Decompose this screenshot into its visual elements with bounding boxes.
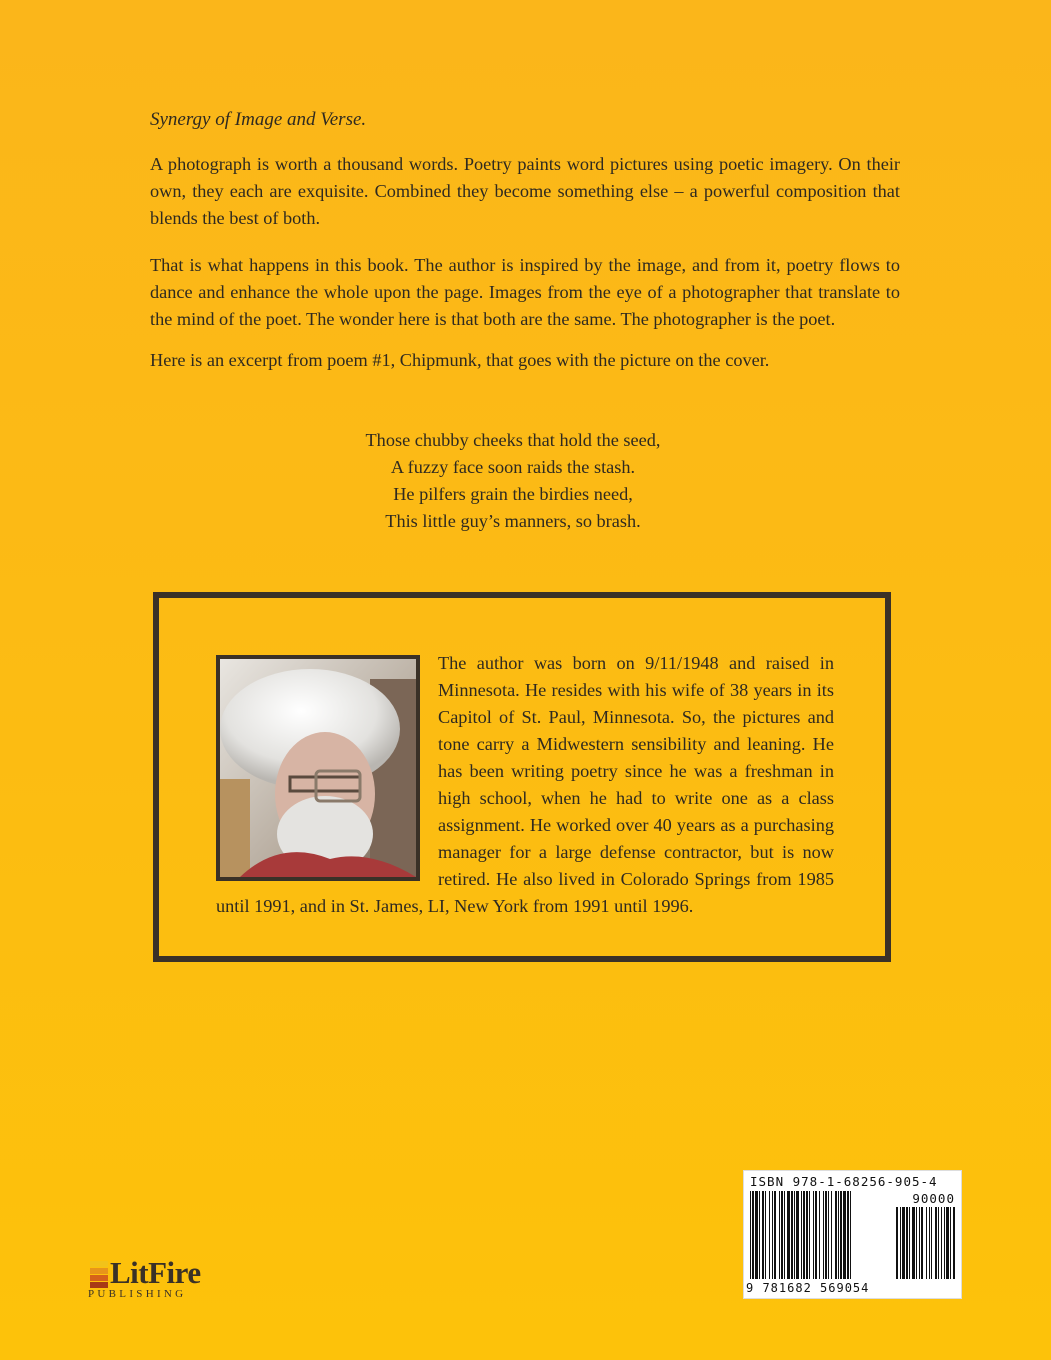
barcode-bar bbox=[796, 1191, 799, 1279]
barcode-addon-bar bbox=[919, 1207, 920, 1279]
barcode-bar bbox=[831, 1191, 832, 1279]
poem-line: Those chubby cheeks that hold the seed, bbox=[365, 430, 661, 450]
litfire-flame-icon bbox=[88, 1259, 110, 1289]
barcode-addon-bar bbox=[912, 1207, 915, 1279]
barcode-bar bbox=[828, 1191, 829, 1279]
barcode-bar bbox=[823, 1191, 824, 1279]
barcode-addon-bar bbox=[900, 1207, 901, 1279]
barcode-bar bbox=[850, 1191, 851, 1279]
barcode-number: 9 781682 569054 bbox=[746, 1281, 870, 1295]
barcode-bar bbox=[794, 1191, 795, 1279]
barcode-addon-bar bbox=[909, 1207, 910, 1279]
publisher-name: LitFire bbox=[110, 1255, 201, 1290]
barcode-bar bbox=[801, 1191, 802, 1279]
barcode-addon-bar bbox=[931, 1207, 932, 1279]
barcode-bar bbox=[843, 1191, 846, 1279]
barcode-addon-bar bbox=[926, 1207, 927, 1279]
barcode-bar bbox=[784, 1191, 785, 1279]
barcode-bars bbox=[744, 1171, 961, 1298]
barcode-addon-bar bbox=[944, 1207, 945, 1279]
barcode-bar bbox=[755, 1191, 758, 1279]
barcode-bar bbox=[762, 1191, 764, 1279]
author-bio bbox=[216, 650, 834, 920]
barcode-bar bbox=[781, 1191, 783, 1279]
barcode-bar bbox=[813, 1191, 814, 1279]
excerpt-intro-paragraph: Here is an excerpt from poem #1, Chipmunk, that goes with the picture on the cover. bbox=[150, 350, 770, 370]
poem-excerpt bbox=[300, 427, 726, 535]
barcode-bar bbox=[769, 1191, 770, 1279]
publisher-logo bbox=[88, 1255, 218, 1303]
barcode-bar bbox=[787, 1191, 790, 1279]
tagline: Synergy of Image and Verse. bbox=[150, 109, 367, 130]
price-code: 90000 bbox=[912, 1191, 955, 1206]
barcode-bar bbox=[815, 1191, 817, 1279]
barcode-bar bbox=[806, 1191, 808, 1279]
barcode-addon-bar bbox=[953, 1207, 955, 1279]
barcode-bar bbox=[765, 1191, 766, 1279]
barcode-bar bbox=[840, 1191, 842, 1279]
barcode-addon-bar bbox=[896, 1207, 898, 1279]
barcode-bar bbox=[791, 1191, 793, 1279]
barcode-bar bbox=[759, 1191, 760, 1279]
barcode-bar bbox=[825, 1191, 827, 1279]
barcode-bar bbox=[803, 1191, 805, 1279]
barcode-bar bbox=[779, 1191, 780, 1279]
barcode-addon-bar bbox=[946, 1207, 949, 1279]
barcode-addon-bar bbox=[938, 1207, 939, 1279]
barcode-bar bbox=[847, 1191, 849, 1279]
barcode-addon-bar bbox=[916, 1207, 917, 1279]
poem-line: This little guy’s manners, so brash. bbox=[385, 511, 641, 531]
barcode-bar bbox=[838, 1191, 839, 1279]
photo-spacer bbox=[216, 650, 438, 890]
barcode-bar bbox=[819, 1191, 820, 1279]
barcode-bar bbox=[750, 1191, 751, 1279]
isbn-label: ISBN 978-1-68256-905-4 bbox=[750, 1174, 938, 1189]
barcode-bar bbox=[774, 1191, 776, 1279]
barcode-addon-bar bbox=[906, 1207, 908, 1279]
poem-line: A fuzzy face soon raids the stash. bbox=[390, 457, 636, 477]
barcode-addon-bar bbox=[902, 1207, 905, 1279]
description-paragraph: That is what happens in this book. The author is inspired by the image, and from it, poetry flows to dance and enhance the whole upon the page. Images from the eye of a photographer that translate to the mind of the poet. The wonder here is that both are the same. The photographer is the poet. bbox=[150, 255, 900, 329]
barcode-addon-bar bbox=[950, 1207, 951, 1279]
barcode-addon-bar bbox=[941, 1207, 942, 1279]
poem-line: He pilfers grain the birdies need, bbox=[393, 484, 633, 504]
barcode-addon-bar bbox=[929, 1207, 930, 1279]
publisher-subtitle: PUBLISHING bbox=[88, 1288, 187, 1300]
barcode-addon-bar bbox=[935, 1207, 937, 1279]
barcode-addon-bar bbox=[921, 1207, 923, 1279]
intro-paragraph: A photograph is worth a thousand words. Poetry paints word pictures using poetic imagery. On their own, they each are exquisite. Combined they become something else – a powerful composition that blends the best of both. bbox=[150, 154, 900, 228]
barcode-bar bbox=[809, 1191, 810, 1279]
barcode-bar bbox=[752, 1191, 754, 1279]
isbn-barcode bbox=[743, 1170, 962, 1299]
barcode-bar bbox=[835, 1191, 837, 1279]
barcode-bar bbox=[772, 1191, 773, 1279]
author-bio-text: The author was born on 9/11/1948 and raised in Minnesota. He resides with his wife of 38 years in its Capitol of St. Paul, Minnesota. So, the pictures and tone carry a Midwestern sensibility and leaning. He has been writing poetry since he was a freshman in high school, when he had to write one as a class assignment. He worked over 40 years as a purchasing manager for a large defense contractor, but is now retired. He also lived in Colorado Springs from 1985 until 1991, and in St. James, LI, New York from 1991 until 1996. bbox=[216, 653, 834, 916]
